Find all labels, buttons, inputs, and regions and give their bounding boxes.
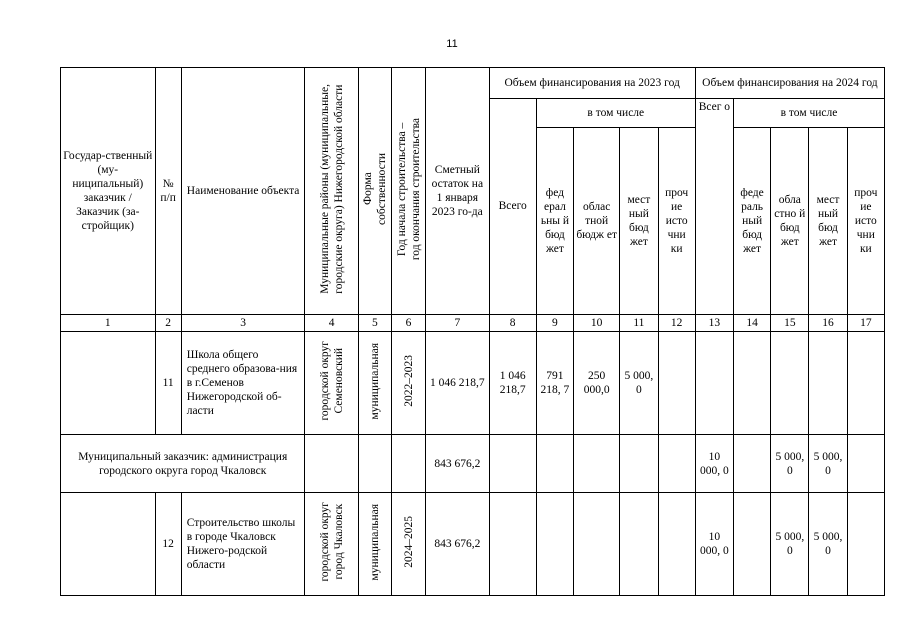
row2-regional-2023 <box>574 435 620 493</box>
col-number: 2 <box>155 315 181 332</box>
row3-federal-2024 <box>733 493 770 596</box>
row3-years <box>391 493 425 596</box>
financing-table <box>60 67 885 596</box>
row2-other-2023 <box>658 435 695 493</box>
row1-ownership-text: муниципальная <box>368 342 381 420</box>
col-number: 9 <box>536 315 573 332</box>
row3-ownership <box>358 493 391 596</box>
header-districts-line1: Муниципальные районы (муниципальные, <box>318 84 331 294</box>
row1-number: 11 <box>155 332 181 435</box>
header-districts-line2: городские округа) Нижегородской области <box>332 84 345 294</box>
row2-other-2024 <box>847 435 884 493</box>
header-years-line2: год окончания строительства <box>409 117 422 261</box>
row3-district <box>305 493 358 596</box>
row1-federal-2023: 791 218, 7 <box>536 332 573 435</box>
header-years <box>391 68 425 315</box>
row1-total-2023: 1 046 218,7 <box>489 332 536 435</box>
header-federal-2024: феде раль ный бюд жет <box>733 128 770 315</box>
row2-total-2023 <box>489 435 536 493</box>
row2-district <box>305 435 358 493</box>
row3-local-2024: 5 000, 0 <box>809 493 847 596</box>
row1-other-2023 <box>658 332 695 435</box>
row1-other-2024 <box>847 332 884 435</box>
header-other-2023: проч ие исто чни ки <box>658 128 695 315</box>
col-number: 10 <box>574 315 620 332</box>
row1-federal-2024 <box>733 332 770 435</box>
col-number: 14 <box>733 315 770 332</box>
row3-regional-2023 <box>574 493 620 596</box>
row3-customer <box>61 493 156 596</box>
col-number: 8 <box>489 315 536 332</box>
row3-total-2023 <box>489 493 536 596</box>
column-numbers-row <box>61 315 885 332</box>
col-number: 13 <box>695 315 733 332</box>
row1-local-2024 <box>809 332 847 435</box>
header-including-2023: в том числе <box>536 99 695 128</box>
header-regional-2023: облас тной бюдж ет <box>574 128 620 315</box>
col-number: 6 <box>391 315 425 332</box>
row3-number: 12 <box>155 493 181 596</box>
row3-years-text: 2024–2025 <box>402 516 415 568</box>
header-total-2024: Всег о <box>695 99 733 315</box>
row3-federal-2023 <box>536 493 573 596</box>
row3-district-line1: городской округ <box>318 502 331 582</box>
row1-district <box>305 332 358 435</box>
col-number: 7 <box>426 315 489 332</box>
row3-total-2024: 10 000, 0 <box>695 493 733 596</box>
col-number: 3 <box>181 315 305 332</box>
row3-object-name: Строительство школы в городе Чкаловск Нижего-родской области <box>181 493 305 596</box>
header-ownership-line2: собственности <box>375 153 388 225</box>
table-row <box>61 493 885 596</box>
col-number: 17 <box>847 315 884 332</box>
row1-customer <box>61 332 156 435</box>
header-financing-2023: Объем финансирования на 2023 год <box>489 68 695 99</box>
row3-other-2023 <box>658 493 695 596</box>
header-object-name: Наименование объекта <box>181 68 305 315</box>
row3-local-2023 <box>620 493 658 596</box>
header-local-2024: мест ный бюд жет <box>809 128 847 315</box>
col-number: 12 <box>658 315 695 332</box>
col-number: 4 <box>305 315 358 332</box>
row1-district-line2: Семеновский <box>332 348 345 414</box>
row2-ownership <box>358 435 391 493</box>
header-including-2024: в том числе <box>733 99 884 128</box>
header-customer: Государ-ственный (му-ниципальный) заказчик / Заказчик (за-стройщик) <box>61 68 156 315</box>
header-regional-2024: обла стно й бюд жет <box>771 128 809 315</box>
col-number: 5 <box>358 315 391 332</box>
row1-ownership <box>358 332 391 435</box>
table-row <box>61 435 885 493</box>
header-financing-2024: Объем финансирования на 2024 год <box>695 68 884 99</box>
row3-balance: 843 676,2 <box>426 493 489 596</box>
row2-federal-2023 <box>536 435 573 493</box>
row1-regional-2024 <box>771 332 809 435</box>
row2-customer: Муниципальный заказчик: администрация городского округа город Чкаловск <box>61 435 305 493</box>
header-ownership-line1: Форма <box>361 172 374 206</box>
row1-regional-2023: 250 000,0 <box>574 332 620 435</box>
row2-local-2023 <box>620 435 658 493</box>
header-local-2023: мест ный бюд жет <box>620 128 658 315</box>
page-number: 11 <box>446 38 458 50</box>
row1-years-text: 2022–2023 <box>402 355 415 407</box>
col-number: 16 <box>809 315 847 332</box>
row2-balance: 843 676,2 <box>426 435 489 493</box>
row2-total-2024: 10 000, 0 <box>695 435 733 493</box>
header-number: № п/п <box>155 68 181 315</box>
col-number: 11 <box>620 315 658 332</box>
col-number: 1 <box>61 315 156 332</box>
header-other-2024: проч ие исто чни ки <box>847 128 884 315</box>
row1-total-2024 <box>695 332 733 435</box>
row1-local-2023: 5 000, 0 <box>620 332 658 435</box>
row3-regional-2024: 5 000, 0 <box>771 493 809 596</box>
row1-object-name: Школа общего среднего образова-ния в г.Семенов Нижегородской об-ласти <box>181 332 305 435</box>
row2-local-2024: 5 000, 0 <box>809 435 847 493</box>
header-districts <box>305 68 358 315</box>
row1-years <box>391 332 425 435</box>
row3-other-2024 <box>847 493 884 596</box>
header-federal-2023: фед ерал ьны й бюд жет <box>536 128 573 315</box>
header-balance: Сметный остаток на 1 января 2023 го-да <box>426 68 489 315</box>
row3-ownership-text: муниципальная <box>368 503 381 581</box>
col-number: 15 <box>771 315 809 332</box>
row2-federal-2024 <box>733 435 770 493</box>
table-row <box>61 332 885 435</box>
header-years-line1: Год начала строительства – <box>395 122 408 256</box>
header-total-2023: Всего <box>489 99 536 315</box>
row2-years <box>391 435 425 493</box>
row2-regional-2024: 5 000, 0 <box>771 435 809 493</box>
header-ownership <box>358 68 391 315</box>
row3-district-line2: город Чкаловск <box>332 504 345 580</box>
row1-district-line1: городской округ <box>318 341 331 421</box>
row1-balance: 1 046 218,7 <box>426 332 489 435</box>
